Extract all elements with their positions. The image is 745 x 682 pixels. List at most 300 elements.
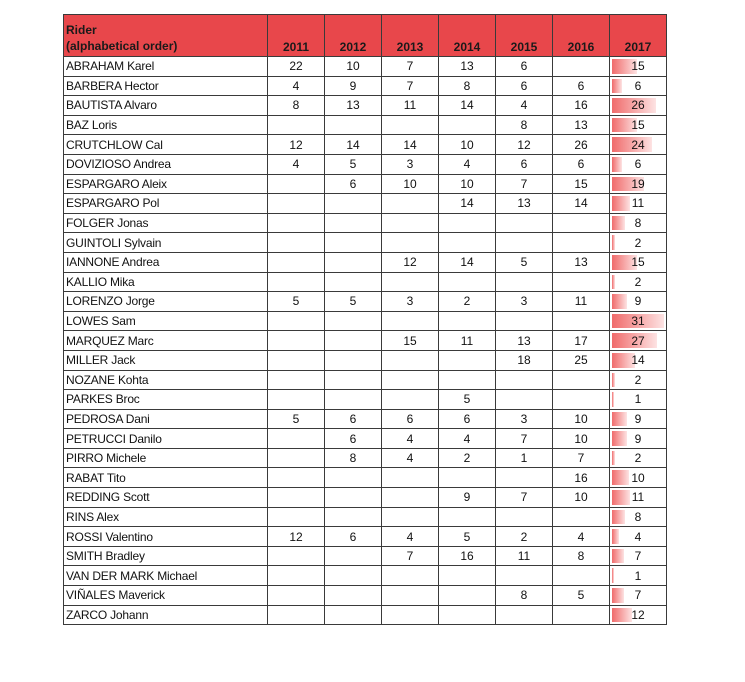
value-cell-2012 xyxy=(325,566,382,586)
value-cell-2014 xyxy=(439,370,496,390)
rider-name-cell: GUINTOLI Sylvain xyxy=(64,233,268,253)
value-cell-2016: 10 xyxy=(553,488,610,508)
value-cell-2012 xyxy=(325,331,382,351)
rider-name-cell: SMITH Bradley xyxy=(64,546,268,566)
value-cell-2017 xyxy=(610,272,667,292)
value-cell-2013: 7 xyxy=(382,57,439,77)
value-cell-2012 xyxy=(325,194,382,214)
value-cell-2013 xyxy=(382,350,439,370)
table-row xyxy=(64,605,667,625)
rider-header-line1: Rider xyxy=(66,22,97,37)
value-cell-2013 xyxy=(382,468,439,488)
rider-name-cell: NOZANE Kohta xyxy=(64,370,268,390)
data-bar xyxy=(612,392,614,407)
value-cell-2017 xyxy=(610,252,667,272)
value-cell-2016: 8 xyxy=(553,546,610,566)
rider-name-cell: PETRUCCI Danilo xyxy=(64,429,268,449)
table-row xyxy=(64,488,667,508)
year-header-2014: 2014 xyxy=(439,15,496,57)
value-2017: 2 xyxy=(634,372,642,387)
value-cell-2017 xyxy=(610,507,667,527)
value-cell-2016 xyxy=(553,605,610,625)
value-cell-2012 xyxy=(325,213,382,233)
year-header-2011: 2011 xyxy=(268,15,325,57)
value-cell-2012 xyxy=(325,507,382,527)
data-bar xyxy=(612,79,622,94)
value-cell-2012: 5 xyxy=(325,292,382,312)
value-cell-2015 xyxy=(496,233,553,253)
table-row xyxy=(64,311,667,331)
value-cell-2012: 8 xyxy=(325,448,382,468)
table-row xyxy=(64,370,667,390)
value-cell-2015: 4 xyxy=(496,96,553,116)
year-header-2016: 2016 xyxy=(553,15,610,57)
value-cell-2013: 3 xyxy=(382,292,439,312)
value-2017: 11 xyxy=(631,490,645,505)
value-cell-2014 xyxy=(439,213,496,233)
data-bar xyxy=(612,549,624,564)
value-cell-2012 xyxy=(325,546,382,566)
value-cell-2014 xyxy=(439,311,496,331)
table-body xyxy=(64,57,667,625)
value-cell-2011 xyxy=(268,272,325,292)
value-cell-2014 xyxy=(439,605,496,625)
value-cell-2016: 17 xyxy=(553,331,610,351)
data-bar xyxy=(612,490,630,505)
value-2017: 15 xyxy=(631,255,645,270)
value-cell-2013: 10 xyxy=(382,174,439,194)
value-cell-2016 xyxy=(553,233,610,253)
value-cell-2013 xyxy=(382,586,439,606)
value-cell-2016: 7 xyxy=(553,448,610,468)
value-cell-2013 xyxy=(382,507,439,527)
value-cell-2017 xyxy=(610,468,667,488)
rider-name-cell: ESPARGARO Aleix xyxy=(64,174,268,194)
value-2017: 1 xyxy=(634,568,642,583)
value-cell-2014: 10 xyxy=(439,174,496,194)
rider-name-cell: LORENZO Jorge xyxy=(64,292,268,312)
value-cell-2012 xyxy=(325,370,382,390)
value-cell-2013: 3 xyxy=(382,154,439,174)
value-cell-2012: 13 xyxy=(325,96,382,116)
value-cell-2015 xyxy=(496,566,553,586)
value-cell-2017 xyxy=(610,311,667,331)
value-cell-2014: 14 xyxy=(439,194,496,214)
value-cell-2013: 7 xyxy=(382,76,439,96)
value-2017: 8 xyxy=(634,509,642,524)
value-cell-2012 xyxy=(325,605,382,625)
rider-name-cell: RABAT Tito xyxy=(64,468,268,488)
rider-name-cell: BAUTISTA Alvaro xyxy=(64,96,268,116)
value-cell-2014 xyxy=(439,586,496,606)
value-cell-2015: 5 xyxy=(496,252,553,272)
value-cell-2016 xyxy=(553,311,610,331)
rider-name-cell: IANNONE Andrea xyxy=(64,252,268,272)
value-cell-2014: 4 xyxy=(439,429,496,449)
value-cell-2015: 7 xyxy=(496,429,553,449)
value-cell-2011 xyxy=(268,507,325,527)
value-cell-2014: 5 xyxy=(439,390,496,410)
rider-header-line2: (alphabetical order) xyxy=(66,38,178,53)
value-cell-2016 xyxy=(553,272,610,292)
value-2017: 2 xyxy=(634,451,642,466)
rider-results-table xyxy=(63,14,667,625)
value-cell-2016: 26 xyxy=(553,135,610,155)
table-row xyxy=(64,233,667,253)
data-bar xyxy=(612,196,630,211)
value-2017: 15 xyxy=(631,118,645,133)
value-cell-2014: 2 xyxy=(439,448,496,468)
value-cell-2012: 9 xyxy=(325,76,382,96)
value-cell-2011 xyxy=(268,488,325,508)
value-cell-2012: 6 xyxy=(325,174,382,194)
value-cell-2017 xyxy=(610,586,667,606)
value-2017: 10 xyxy=(631,470,645,485)
value-cell-2011 xyxy=(268,194,325,214)
value-cell-2012: 5 xyxy=(325,154,382,174)
rider-name-cell: PEDROSA Dani xyxy=(64,409,268,429)
value-2017: 26 xyxy=(631,98,645,113)
value-cell-2016: 5 xyxy=(553,586,610,606)
table-row xyxy=(64,429,667,449)
value-cell-2011 xyxy=(268,468,325,488)
table-row xyxy=(64,213,667,233)
data-bar xyxy=(612,216,625,231)
value-cell-2016: 10 xyxy=(553,429,610,449)
value-cell-2012 xyxy=(325,272,382,292)
value-cell-2013: 14 xyxy=(382,135,439,155)
value-cell-2011: 5 xyxy=(268,409,325,429)
value-cell-2017 xyxy=(610,527,667,547)
value-cell-2013: 11 xyxy=(382,96,439,116)
rider-name-cell: MARQUEZ Marc xyxy=(64,331,268,351)
value-cell-2012: 14 xyxy=(325,135,382,155)
value-cell-2016: 16 xyxy=(553,468,610,488)
value-cell-2017 xyxy=(610,488,667,508)
value-cell-2013 xyxy=(382,605,439,625)
value-cell-2011: 12 xyxy=(268,135,325,155)
value-cell-2016: 6 xyxy=(553,154,610,174)
value-cell-2011: 8 xyxy=(268,96,325,116)
value-cell-2012 xyxy=(325,468,382,488)
data-bar xyxy=(612,588,624,603)
value-cell-2014: 2 xyxy=(439,292,496,312)
value-cell-2015: 13 xyxy=(496,194,553,214)
value-cell-2014 xyxy=(439,272,496,292)
value-2017: 31 xyxy=(631,314,645,329)
value-cell-2011: 4 xyxy=(268,154,325,174)
value-cell-2013 xyxy=(382,370,439,390)
value-cell-2014 xyxy=(439,233,496,253)
value-2017: 14 xyxy=(631,353,645,368)
value-cell-2013: 12 xyxy=(382,252,439,272)
value-cell-2017 xyxy=(610,350,667,370)
rider-name-cell: PARKES Broc xyxy=(64,390,268,410)
value-cell-2011 xyxy=(268,429,325,449)
value-2017: 9 xyxy=(634,411,642,426)
value-cell-2017 xyxy=(610,115,667,135)
value-cell-2017 xyxy=(610,76,667,96)
rider-name-cell: ROSSI Valentino xyxy=(64,527,268,547)
value-cell-2012 xyxy=(325,488,382,508)
value-2017: 12 xyxy=(631,607,645,622)
rider-name-cell: MILLER Jack xyxy=(64,350,268,370)
value-cell-2016 xyxy=(553,390,610,410)
value-cell-2017 xyxy=(610,57,667,77)
value-cell-2011 xyxy=(268,546,325,566)
rider-name-cell: ZARCO Johann xyxy=(64,605,268,625)
value-cell-2017 xyxy=(610,174,667,194)
rider-name-cell: REDDING Scott xyxy=(64,488,268,508)
value-2017: 9 xyxy=(634,431,642,446)
value-cell-2014: 14 xyxy=(439,252,496,272)
value-cell-2017 xyxy=(610,135,667,155)
data-bar xyxy=(612,157,622,172)
value-cell-2015 xyxy=(496,468,553,488)
value-cell-2013 xyxy=(382,272,439,292)
value-cell-2015: 8 xyxy=(496,586,553,606)
data-bar xyxy=(612,294,627,309)
value-cell-2011: 5 xyxy=(268,292,325,312)
value-cell-2015: 7 xyxy=(496,488,553,508)
value-cell-2016: 6 xyxy=(553,76,610,96)
value-cell-2017 xyxy=(610,448,667,468)
table-row xyxy=(64,566,667,586)
value-2017: 15 xyxy=(631,59,645,74)
year-header-2017: 2017 xyxy=(610,15,667,57)
value-cell-2015 xyxy=(496,605,553,625)
data-bar xyxy=(612,431,627,446)
rider-name-cell: LOWES Sam xyxy=(64,311,268,331)
value-cell-2011: 12 xyxy=(268,527,325,547)
value-2017: 2 xyxy=(634,274,642,289)
rider-name-cell: RINS Alex xyxy=(64,507,268,527)
rider-name-cell: FOLGER Jonas xyxy=(64,213,268,233)
value-cell-2017 xyxy=(610,370,667,390)
value-cell-2011: 22 xyxy=(268,57,325,77)
rider-column-header xyxy=(64,15,268,57)
value-cell-2011 xyxy=(268,586,325,606)
value-cell-2012 xyxy=(325,350,382,370)
table-row xyxy=(64,96,667,116)
value-cell-2015 xyxy=(496,311,553,331)
value-2017: 7 xyxy=(634,588,642,603)
value-cell-2013: 15 xyxy=(382,331,439,351)
value-cell-2015: 6 xyxy=(496,76,553,96)
value-cell-2013: 7 xyxy=(382,546,439,566)
value-cell-2015 xyxy=(496,370,553,390)
value-cell-2014: 8 xyxy=(439,76,496,96)
value-cell-2013: 4 xyxy=(382,448,439,468)
table-row xyxy=(64,174,667,194)
value-cell-2014: 9 xyxy=(439,488,496,508)
table-row xyxy=(64,76,667,96)
rider-name-cell: VAN DER MARK Michael xyxy=(64,566,268,586)
data-bar xyxy=(612,235,615,250)
data-bar xyxy=(612,529,619,544)
table-row xyxy=(64,331,667,351)
rider-name-cell: KALLIO Mika xyxy=(64,272,268,292)
rider-name-cell: ESPARGARO Pol xyxy=(64,194,268,214)
rider-name-cell: DOVIZIOSO Andrea xyxy=(64,154,268,174)
value-cell-2014: 10 xyxy=(439,135,496,155)
value-cell-2015: 18 xyxy=(496,350,553,370)
table-row xyxy=(64,194,667,214)
value-cell-2015: 7 xyxy=(496,174,553,194)
value-cell-2013 xyxy=(382,566,439,586)
table-row xyxy=(64,292,667,312)
table-row xyxy=(64,586,667,606)
value-2017: 4 xyxy=(634,529,642,544)
value-cell-2011 xyxy=(268,370,325,390)
value-cell-2012 xyxy=(325,311,382,331)
value-cell-2011 xyxy=(268,331,325,351)
value-cell-2015: 3 xyxy=(496,409,553,429)
table-row xyxy=(64,468,667,488)
value-2017: 6 xyxy=(634,157,642,172)
value-cell-2017 xyxy=(610,233,667,253)
value-cell-2017 xyxy=(610,292,667,312)
table-row xyxy=(64,390,667,410)
value-cell-2015 xyxy=(496,272,553,292)
value-cell-2012 xyxy=(325,115,382,135)
value-cell-2013: 6 xyxy=(382,409,439,429)
value-cell-2016 xyxy=(553,57,610,77)
value-cell-2013: 4 xyxy=(382,527,439,547)
rider-name-cell: CRUTCHLOW Cal xyxy=(64,135,268,155)
value-cell-2013 xyxy=(382,311,439,331)
value-cell-2016: 13 xyxy=(553,115,610,135)
value-cell-2011 xyxy=(268,605,325,625)
rider-name-cell: ABRAHAM Karel xyxy=(64,57,268,77)
data-bar xyxy=(612,608,632,623)
data-bar xyxy=(612,275,615,290)
table-row xyxy=(64,507,667,527)
value-cell-2014: 16 xyxy=(439,546,496,566)
value-cell-2014: 14 xyxy=(439,96,496,116)
value-cell-2016: 11 xyxy=(553,292,610,312)
value-cell-2012: 6 xyxy=(325,409,382,429)
value-cell-2017 xyxy=(610,409,667,429)
value-cell-2015: 1 xyxy=(496,448,553,468)
value-cell-2015: 2 xyxy=(496,527,553,547)
table-row xyxy=(64,57,667,77)
value-cell-2014: 11 xyxy=(439,331,496,351)
value-cell-2015 xyxy=(496,507,553,527)
data-bar xyxy=(612,412,627,427)
value-cell-2012: 10 xyxy=(325,57,382,77)
table-row xyxy=(64,350,667,370)
value-cell-2016 xyxy=(553,213,610,233)
value-cell-2015: 6 xyxy=(496,57,553,77)
value-cell-2015: 12 xyxy=(496,135,553,155)
data-bar xyxy=(612,451,615,466)
value-cell-2013 xyxy=(382,390,439,410)
value-cell-2016: 13 xyxy=(553,252,610,272)
value-cell-2015: 13 xyxy=(496,331,553,351)
value-cell-2014 xyxy=(439,115,496,135)
value-cell-2017 xyxy=(610,605,667,625)
value-cell-2014: 6 xyxy=(439,409,496,429)
table-row xyxy=(64,409,667,429)
value-cell-2014 xyxy=(439,468,496,488)
value-cell-2014: 4 xyxy=(439,154,496,174)
value-cell-2015: 8 xyxy=(496,115,553,135)
value-cell-2012: 6 xyxy=(325,429,382,449)
header-row xyxy=(64,15,667,57)
data-bar xyxy=(612,510,625,525)
rider-name-cell: VIÑALES Maverick xyxy=(64,586,268,606)
value-cell-2011: 4 xyxy=(268,76,325,96)
year-header-2013: 2013 xyxy=(382,15,439,57)
value-2017: 8 xyxy=(634,216,642,231)
value-cell-2011 xyxy=(268,115,325,135)
value-cell-2017 xyxy=(610,213,667,233)
value-cell-2016 xyxy=(553,370,610,390)
value-cell-2015: 3 xyxy=(496,292,553,312)
value-cell-2013 xyxy=(382,194,439,214)
value-2017: 27 xyxy=(631,333,645,348)
value-cell-2012 xyxy=(325,390,382,410)
value-cell-2016: 15 xyxy=(553,174,610,194)
value-cell-2011 xyxy=(268,213,325,233)
value-cell-2016 xyxy=(553,507,610,527)
year-header-2012: 2012 xyxy=(325,15,382,57)
value-cell-2016 xyxy=(553,566,610,586)
value-cell-2011 xyxy=(268,566,325,586)
value-cell-2015: 6 xyxy=(496,154,553,174)
value-2017: 2 xyxy=(634,235,642,250)
value-cell-2013: 4 xyxy=(382,429,439,449)
value-cell-2015 xyxy=(496,213,553,233)
value-cell-2017 xyxy=(610,154,667,174)
value-cell-2016: 4 xyxy=(553,527,610,547)
value-cell-2013 xyxy=(382,115,439,135)
value-2017: 9 xyxy=(634,294,642,309)
table-row xyxy=(64,546,667,566)
value-2017: 6 xyxy=(634,78,642,93)
value-cell-2014: 5 xyxy=(439,527,496,547)
value-2017: 11 xyxy=(631,196,645,211)
value-cell-2013 xyxy=(382,488,439,508)
value-2017: 1 xyxy=(634,392,642,407)
value-cell-2012: 6 xyxy=(325,527,382,547)
value-cell-2015: 11 xyxy=(496,546,553,566)
data-bar xyxy=(612,470,629,485)
value-cell-2017 xyxy=(610,96,667,116)
value-cell-2017 xyxy=(610,429,667,449)
table-row xyxy=(64,527,667,547)
value-cell-2013 xyxy=(382,213,439,233)
value-cell-2012 xyxy=(325,252,382,272)
value-cell-2014 xyxy=(439,350,496,370)
value-cell-2017 xyxy=(610,390,667,410)
value-cell-2014 xyxy=(439,566,496,586)
value-cell-2011 xyxy=(268,174,325,194)
table-row xyxy=(64,272,667,292)
value-cell-2016: 16 xyxy=(553,96,610,116)
table-row xyxy=(64,115,667,135)
value-cell-2016: 14 xyxy=(553,194,610,214)
rider-name-cell: BARBERA Hector xyxy=(64,76,268,96)
value-cell-2011 xyxy=(268,350,325,370)
value-cell-2012 xyxy=(325,586,382,606)
table-row xyxy=(64,154,667,174)
table-row xyxy=(64,448,667,468)
value-cell-2011 xyxy=(268,233,325,253)
data-bar xyxy=(612,568,614,583)
table-row xyxy=(64,252,667,272)
